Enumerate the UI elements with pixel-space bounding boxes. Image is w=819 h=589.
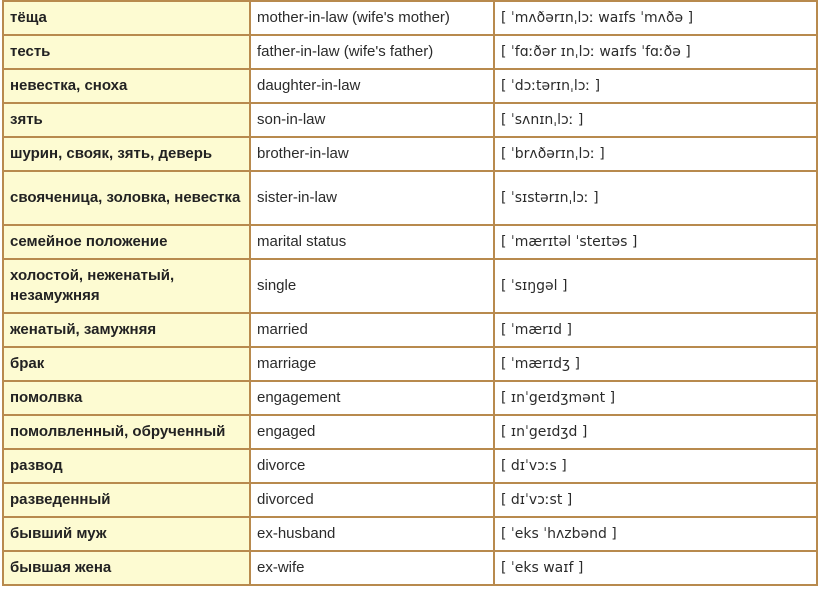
transcription: [ ˈsʌnɪnˌlɔː ] — [494, 103, 817, 137]
table-row — [3, 551, 817, 585]
table-row — [3, 483, 817, 517]
russian-word: помолвка — [3, 381, 250, 415]
transcription: [ ˈsɪstərɪnˌlɔː ] — [494, 171, 817, 225]
table-row — [3, 69, 817, 103]
english-word: marriage — [250, 347, 494, 381]
transcription: [ ˈmærɪd ] — [494, 313, 817, 347]
english-word: father-in-law (wife's father) — [250, 35, 494, 69]
russian-word: семейное положение — [3, 225, 250, 259]
table-row — [3, 103, 817, 137]
table-row — [3, 137, 817, 171]
transcription: [ ˈmærɪdʒ ] — [494, 347, 817, 381]
transcription: [ ˈbrʌðərɪnˌlɔː ] — [494, 137, 817, 171]
russian-word: свояченица, золовка, невестка — [3, 171, 250, 225]
transcription: [ ˈsɪŋgəl ] — [494, 259, 817, 313]
russian-word: тесть — [3, 35, 250, 69]
russian-word: шурин, свояк, зять, деверь — [3, 137, 250, 171]
transcription: [ ˈmærɪtəl ˈsteɪtəs ] — [494, 225, 817, 259]
english-word: divorced — [250, 483, 494, 517]
table-row — [3, 225, 817, 259]
russian-word: невестка, сноха — [3, 69, 250, 103]
transcription: [ ˈfɑːðər ɪnˌlɔː waɪfs ˈfɑːðə ] — [494, 35, 817, 69]
table-row — [3, 347, 817, 381]
russian-word: брак — [3, 347, 250, 381]
russian-word: помолвленный, обрученный — [3, 415, 250, 449]
english-word: married — [250, 313, 494, 347]
vocabulary-table — [2, 0, 818, 586]
english-word: mother-in-law (wife's mother) — [250, 1, 494, 35]
russian-word: бывший муж — [3, 517, 250, 551]
english-word: sister-in-law — [250, 171, 494, 225]
transcription: [ ɪnˈgeɪdʒmənt ] — [494, 381, 817, 415]
table-row — [3, 35, 817, 69]
table-row — [3, 171, 817, 225]
english-word: engaged — [250, 415, 494, 449]
english-word: divorce — [250, 449, 494, 483]
transcription: [ ˈeks waɪf ] — [494, 551, 817, 585]
table-row — [3, 259, 817, 313]
russian-word: тёща — [3, 1, 250, 35]
russian-word: зять — [3, 103, 250, 137]
table-row — [3, 449, 817, 483]
transcription: [ ˈmʌðərɪnˌlɔː waɪfs ˈmʌðə ] — [494, 1, 817, 35]
english-word: son-in-law — [250, 103, 494, 137]
russian-word: бывшая жена — [3, 551, 250, 585]
transcription: [ dɪˈvɔːs ] — [494, 449, 817, 483]
table-row — [3, 381, 817, 415]
russian-word: разведенный — [3, 483, 250, 517]
transcription: [ ɪnˈgeɪdʒd ] — [494, 415, 817, 449]
english-word: single — [250, 259, 494, 313]
english-word: brother-in-law — [250, 137, 494, 171]
english-word: daughter-in-law — [250, 69, 494, 103]
english-word: ex-husband — [250, 517, 494, 551]
english-word: ex-wife — [250, 551, 494, 585]
table-row — [3, 313, 817, 347]
table-row — [3, 415, 817, 449]
russian-word: развод — [3, 449, 250, 483]
russian-word: женатый, замужняя — [3, 313, 250, 347]
english-word: engagement — [250, 381, 494, 415]
transcription: [ dɪˈvɔːst ] — [494, 483, 817, 517]
table-row — [3, 1, 817, 35]
table-row — [3, 517, 817, 551]
transcription: [ ˈdɔːtərɪnˌlɔː ] — [494, 69, 817, 103]
english-word: marital status — [250, 225, 494, 259]
transcription: [ ˈeks ˈhʌzbənd ] — [494, 517, 817, 551]
russian-word: холостой, неженатый, незамужняя — [3, 259, 250, 313]
